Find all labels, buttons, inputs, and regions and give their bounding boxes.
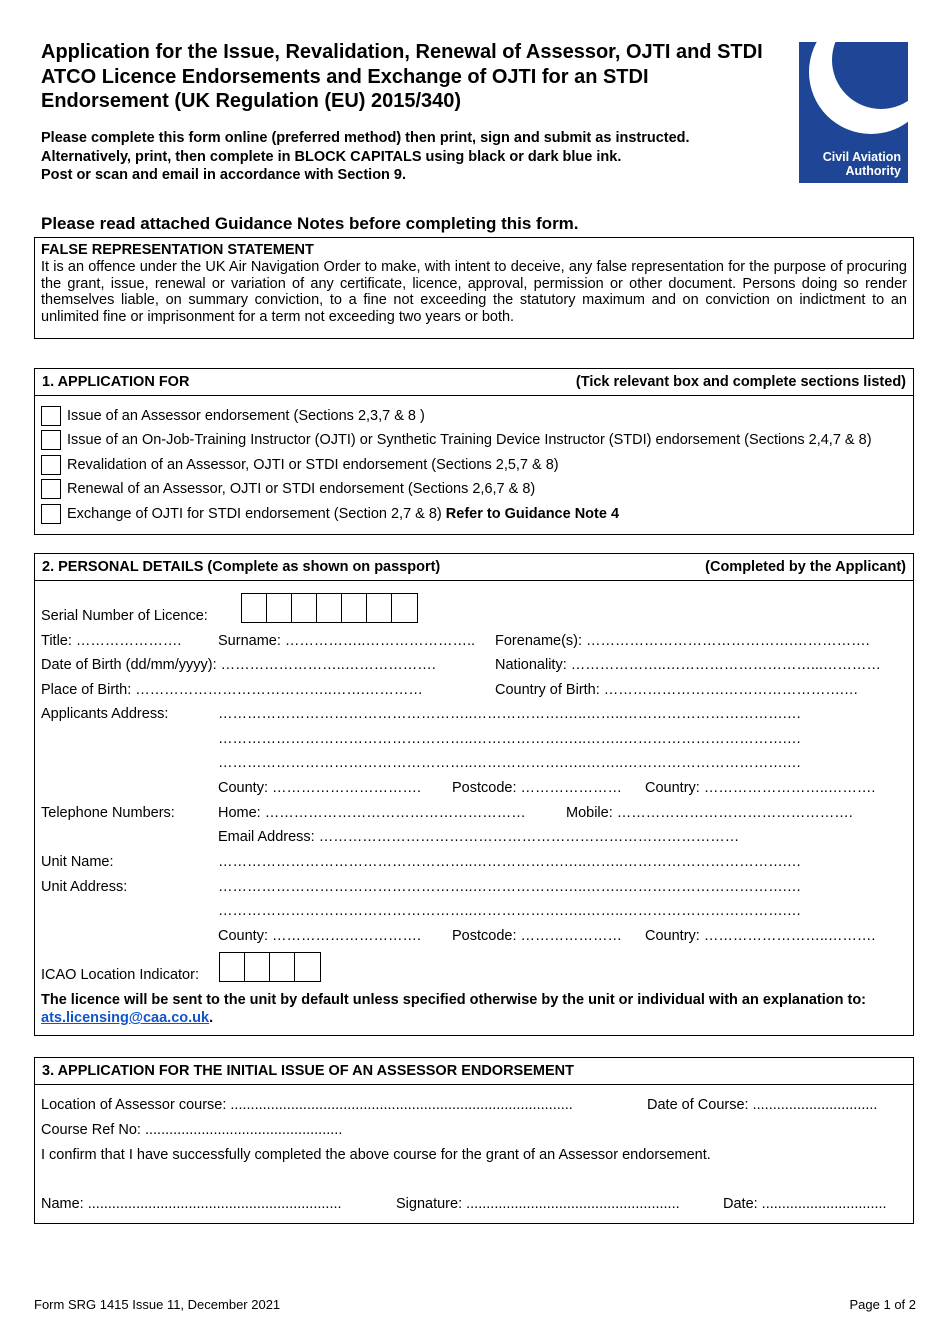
- section-header: [35, 1058, 913, 1085]
- intro-line: Please complete this form online (preferred method) then print, sign and submit as instructed.: [41, 130, 690, 146]
- email-field[interactable]: Email Address: ……………………………………………………………………………: [218, 829, 740, 845]
- serial-number-input[interactable]: [241, 593, 418, 623]
- guidance-reference: Refer to Guidance Note 4: [445, 506, 620, 522]
- statement-heading: FALSE REPRESENTATION STATEMENT: [41, 242, 314, 258]
- section-assessor-endorsement: [34, 1057, 914, 1224]
- date-field[interactable]: Date: ...............................: [723, 1196, 887, 1212]
- option-label: Issue of an Assessor endorsement (Sections 2,3,7 & 8 ): [67, 408, 425, 424]
- country-of-birth-field[interactable]: Country of Birth: …………………….…………………….…: [495, 682, 859, 698]
- address-county-field[interactable]: County: ………………………….: [218, 780, 422, 796]
- false-representation-statement: [34, 237, 914, 339]
- unit-address-line-1[interactable]: ……………………………………………..……………….…..……..…………………………….…: [218, 879, 802, 895]
- intro-line: Post or scan and email in accordance with Section 9.: [41, 167, 407, 183]
- home-phone-field[interactable]: Home: ………………………………………………: [218, 805, 526, 821]
- address-line-1[interactable]: ……………………………………………..……………….…..……..…………………………….…: [218, 706, 802, 722]
- address-line-3[interactable]: ……………………………………………..……………….…..……..…………………………….…: [218, 755, 802, 771]
- icao-label: ICAO Location Indicator:: [41, 967, 199, 983]
- section-personal-details: [34, 553, 914, 1036]
- unit-name-label: Unit Name:: [41, 854, 114, 870]
- note-period: .: [209, 1010, 214, 1026]
- statement-text: It is an offence under the UK Air Navigation Order to make, with intent to deceive, any false representation for the purpose of procuring the grant, issue, renewal or variation of any certificate, licence, approval, permission or other document. Persons doing so render themselves liable, on summary conviction, to a fine not exceeding the statutory maximum and on conviction on indictment to an unlimited fine or imprisonment for a term not exceeding two years or both.: [41, 258, 907, 326]
- surname-field[interactable]: Surname: ……………..…………………..: [218, 633, 476, 649]
- signature-field[interactable]: Signature: .....................................................: [396, 1196, 680, 1212]
- unit-postcode-field[interactable]: Postcode: …………………: [452, 928, 623, 944]
- licence-note-text: The licence will be sent to the unit by default unless specified otherwise by the unit or individual with an explanation to:: [41, 992, 866, 1008]
- form-reference: Form SRG 1415 Issue 11, December 2021: [34, 1297, 281, 1312]
- logo-text: [823, 150, 901, 178]
- address-label: Applicants Address:: [41, 706, 169, 722]
- intro-line: Alternatively, print, then complete in BLOCK CAPITALS using black or dark blue ink.: [41, 148, 622, 165]
- section-note: (Completed by the Applicant): [705, 559, 906, 575]
- icao-location-input[interactable]: [219, 952, 321, 982]
- option-label: Renewal of an Assessor, OJTI or STDI endorsement (Sections 2,6,7 & 8): [67, 481, 536, 497]
- caa-logo: [799, 42, 908, 183]
- logo-line: Civil Aviation: [822, 150, 901, 164]
- course-ref-field[interactable]: Course Ref No: .................................................: [41, 1122, 343, 1138]
- guidance-notice: Please read attached Guidance Notes before completing this form.: [41, 214, 579, 233]
- course-date-field[interactable]: Date of Course: ...............................: [647, 1097, 878, 1113]
- intro-instructions: [41, 129, 781, 185]
- name-field[interactable]: Name: ...............................................................: [41, 1196, 342, 1212]
- place-of-birth-field[interactable]: Place of Birth: …………………………………..…….…………: [41, 682, 423, 698]
- unit-name-field[interactable]: ……………………………………………..……………….…..……..…………………………….…: [218, 854, 802, 870]
- address-line-2[interactable]: ……………………………………………..……………….…..……..…………………………….…: [218, 731, 802, 747]
- nationality-field[interactable]: Nationality: ………………..…………………………...…………: [495, 657, 881, 673]
- telephone-label: Telephone Numbers:: [41, 805, 175, 821]
- checkbox-issue-ojti-stdi[interactable]: [41, 430, 61, 450]
- unit-country-field[interactable]: Country: ……………………..……….: [645, 928, 876, 944]
- option-label: [67, 506, 619, 523]
- email-link[interactable]: ats.licensing@caa.co.uk: [41, 1010, 210, 1026]
- checkbox-exchange[interactable]: [41, 504, 61, 524]
- checkbox-renewal[interactable]: [41, 479, 61, 499]
- checkbox-issue-assessor[interactable]: [41, 406, 61, 426]
- mobile-phone-field[interactable]: Mobile: ………………………………………….: [566, 805, 853, 821]
- date-of-birth-field[interactable]: Date of Birth (dd/mm/yyyy): ……………………..……………….: [41, 657, 436, 673]
- address-postcode-field[interactable]: Postcode: …………………: [452, 780, 623, 796]
- section-heading: 3. APPLICATION FOR THE INITIAL ISSUE OF AN ASSESSOR ENDORSEMENT: [42, 1063, 574, 1079]
- checkbox-revalidation[interactable]: [41, 455, 61, 475]
- forenames-field[interactable]: Forename(s): …………………………………….…………….: [495, 633, 870, 649]
- section-header: [35, 369, 913, 396]
- serial-number-label: Serial Number of Licence:: [41, 608, 208, 624]
- title-field[interactable]: Title: ………………….: [41, 633, 182, 649]
- option-label: Issue of an On-Job-Training Instructor (OJTI) or Synthetic Training Device Instructor (STDI) endorsement (Sections 2,4,7 & 8): [67, 432, 872, 448]
- section-note: (Tick relevant box and complete sections listed): [575, 374, 906, 390]
- page-number: Page 1 of 2: [849, 1297, 916, 1312]
- address-country-field[interactable]: Country: ……………………..……….: [645, 780, 876, 796]
- section-heading: 2. PERSONAL DETAILS (Complete as shown on passport): [42, 559, 441, 575]
- unit-address-line-2[interactable]: ……………………………………………..……………….…..……..…………………………….…: [218, 903, 802, 919]
- option-text: Exchange of OJTI for STDI endorsement (Section 2,7 & 8): [67, 506, 442, 522]
- page-title: Application for the Issue, Revalidation, Renewal of Assessor, OJTI and STDI ATCO Licence Endorsements and Exchange of OJTI for an STDI Endorsement (UK Regulation (EU) 2015/340): [41, 41, 763, 112]
- licence-delivery-note: [41, 991, 909, 1027]
- section-application-for: [34, 368, 914, 535]
- unit-county-field[interactable]: County: ………………………….: [218, 928, 422, 944]
- option-label: Revalidation of an Assessor, OJTI or STDI endorsement (Sections 2,5,7 & 8): [67, 457, 559, 473]
- section-header: [35, 554, 913, 581]
- unit-address-label: Unit Address:: [41, 879, 128, 895]
- logo-line: Authority: [845, 164, 901, 178]
- confirmation-text: I confirm that I have successfully completed the above course for the grant of an Assessor endorsement.: [41, 1147, 711, 1163]
- section-heading: 1. APPLICATION FOR: [42, 374, 190, 390]
- course-location-field[interactable]: Location of Assessor course: .....................................................................................: [41, 1097, 573, 1113]
